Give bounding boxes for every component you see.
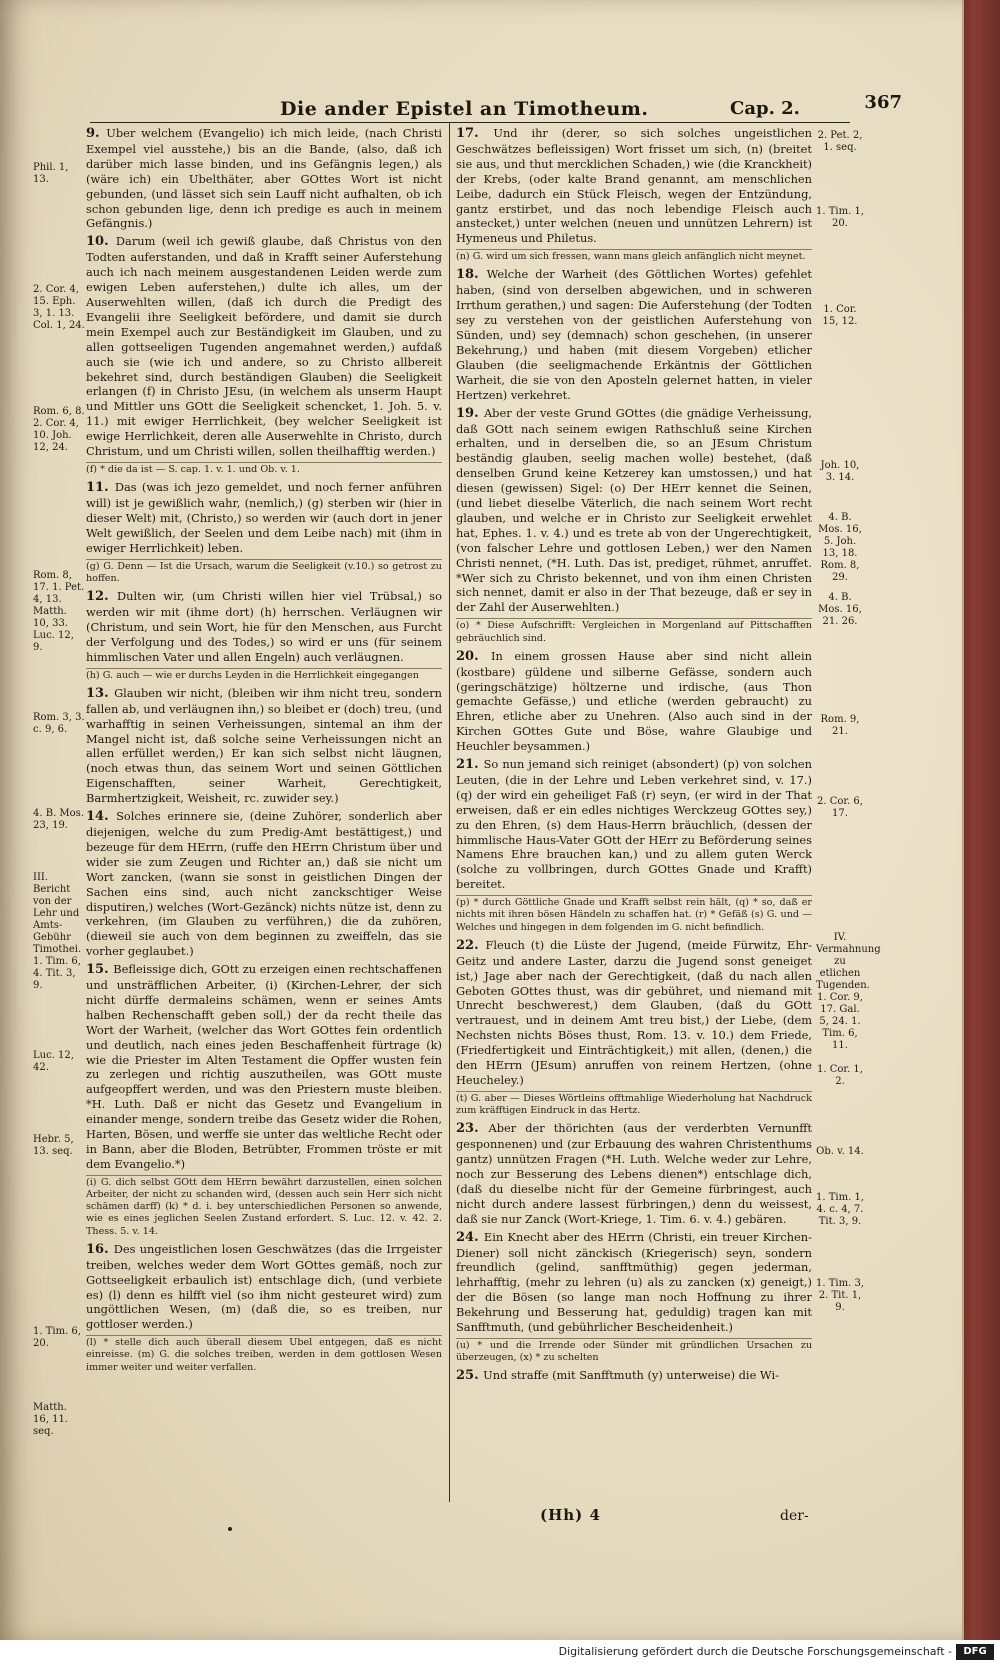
running-title: Die ander Epistel an Timotheum. [280,98,649,120]
verse-13: 13. Glauben wir nicht, (bleiben wir ihm nicht treu, sondern fallen ab, und verläugnen ihn,) so bleibet er (doch) treu, (und warhafftig in seinen Verheissungen, sintemal an ihm der Mangel nicht ist, daß solche seine Verheissungen nicht an allen erfüllet werden,) Er kan sich selbst nicht läugnen, (noch etwas thun, das seinem Wort und seinen Göttlichen Eigenschafften, seiner Warheit, Gerechtigkeit, Barmhertzigkeit, Weisheit, rc. zuwider sey.) [86,685,442,806]
margin-ref: Ob. v. 14. [816,1146,864,1157]
verse-number: 19. [456,405,484,421]
margin-ref: Joh. 10, 3. 14. [820,460,860,483]
verse-number: 25. [456,1368,484,1384]
verse-17: 17. Und ihr (derer, so sich solches ungeistlichen Geschwätzes befleissigen) Wort frisset um sich, (n) (breitet sie aus, und thut mercklichen Schaden,) wie (die Kranckheit) der Krebs, (oder kalte Brand genannt, am menschlichen Leibe, dadurch ein Stück Fleisch, wegen der Entzündung, gantz erstirbet, und das noch lebendige Fleisch auch anstecket,) unter welchen (neuen und unnützen Lehrern) ist Hymeneus und Philetus. [456,126,812,246]
verse-9: 9. Uber welchem (Evangelio) ich mich leide, (nach Christi Exempel viel ausstehe,) bis an die Bande, (also, daß ich darüber mich lasse binden, und ins Gefängnis legen,) als (wäre ich) ein Ubelthäter, aber GOttes Wort ist nicht gebunden, (und lässet sich sein Lauff nicht aufhalten, ob ich schon gebunden lige, denn ich predige es auch in meinem Gefängnis.) [86,126,442,231]
verse-number: 13. [86,685,115,701]
footnote-h: (h) G. auch — wie er durchs Leyden in die Herrlichkeit eingegangen [86,668,442,682]
margin-ref: Hebr. 5, 13. seq. [33,1134,74,1157]
verse-number: 23. [456,1121,489,1137]
footnote-g: (g) G. Denn — Ist die Ursach, warum die Seeligkeit (v.10.) so getrost zu hoffen. [86,560,442,584]
margin-ref: Rom. 6, 8. 2. Cor. 4, 10. Joh. 12, 24. [33,406,85,453]
verse-number: 17. [456,126,494,141]
margin-ref: Rom. 3, 3. c. 9, 6. [33,712,85,735]
verse-number: 9. [86,126,107,141]
footnote-i-k: (i) G. dich selbst GOtt dem HErrn bewährt darzustellen, einen solchen Arbeiter, der nicht zu schanden wird, (dessen auch sein Herr sich nicht schämen darff) (k) * d. i. bey unterschiedlichen Personen so anwende, wie es eines jeglichen Seelen Zustand erfordert. S. Luc. 12. v. 42. 2. Thess. 5. v. 14. [86,1176,442,1237]
right-column [456,126,812,1501]
verse-number: 16. [86,1241,114,1257]
margin-ref: Rom. 8, 17. 1. Pet. 4, 13. Matth. 10, 33. Luc. 12, 9. [33,570,85,653]
verse-number: 18. [456,267,487,283]
verse-20: 20. In einem grossen Hause aber sind nicht allein (kostbare) güldene und silberne Gefässe, sondern auch (geringschätzige) höltzerne und irdische, (aus Thon gemachte Gefässe,) und etliche (werden gebraucht) zu Ehren, etliche aber zu Unehren. (Also auch sind in der Kirchen GOttes Gute und Böse, wahre Glaubige und Heuchler beysammen.) [456,648,812,754]
margin-ref: 2. Cor. 4, 15. Eph. 3, 1. 13. Col. 1, 24. [33,284,85,331]
verse-10: 10. Darum (weil ich gewiß glaube, daß Christus von den Todten auferstanden, und daß in Krafft seiner Auferstehung auch ich nach meinem ausgestandenen Leiden werde zum ewigen Leben auferstehen,) dulte ich alles, um der Auserwehlten willen, (daß ich durch die Predigt des Evangelii ihre Seeligkeit befördere, und damit sie durch mein Exempel auch zur Beständigkeit im Glauben, und zu allen gottseeligen Tugenden angemahnet werden,) aufdaß auch sie (wie ich und andere, so zu Christo allbereit bekehret sind, durch beständigen Glauben) die Seeligkeit erlangen (f) in Christo JEsu, (in welchem als unserm Haupt und Mittler uns GOtt die Seeligkeit schencket, 1. Joh. 5. v. 11.) mit ewiger Herrlichkeit, (bey welcher Seeligkeit ist ewige Herrlichkeit, deren alle Auserwehlte in Christo, durch Christum, und um Christi willen, sollen theilhafftig werden.) [86,234,442,459]
left-column [86,126,442,1501]
dfg-logo-icon: DFG [956,1644,994,1660]
footnote-n: (n) G. wird um sich fressen, wann mans gleich anfänglich nicht meynet. [456,249,812,263]
margin-ref: Rom. 9, 21. [820,714,860,737]
verse-19: 19. Aber der veste Grund GOttes (die gnädige Verheissung, daß GOtt nach seinem ewigen Rathschluß seine Kirchen erhalten, und in derselben die, so an JEsum Christum beständig glauben, seelig machen wolle) bestehet, (daß denselben Grund keine Ketzerey kan umstossen,) und hat diesen (gewissen) Sigel: (o) Der HErr kennet die Seinen, (und liebet dieselbe Väterlich, die nach seinem Wort recht glauben, und welche er in Christo zur Seeligkeit erwehlet hat, Ephes. 1. v. 4.) und es trete ab von der Ungerechtigkeit, (von falscher Lehre und gottlosen Leben,) wer den Namen Christi nennet, (*H. Luth. Das ist, prediget, rühmet, anruffet. *Wer sich zu Christo bekennet, und von ihm einen Christen sich nennet, damit er also in der That bezeuge, daß er sey in der Zahl der Auserwehlten.) [456,405,812,615]
verse-12: 12. Dulten wir, (um Christi willen hier viel Trübsal,) so werden wir mit (ihme dort) (h) herrschen. Verläugnen wir (Christum, und sein Wort, hie für den Menschen, aus Furcht der Verfolgung und des Todes,) so wird er uns (für seinem himmlischen Vater und allen Engeln) auch verläugnen. [86,589,442,664]
footnote-u-x: (u) * und die Irrende oder Sünder mit gründlichen Ursachen zu überzeugen, (x) * zu schelten [456,1339,812,1364]
verse-25: 25. Und straffe (mit Sanfftmuth (y) unterweise) die Wi- [456,1368,779,1384]
ink-spot [228,1527,232,1531]
printer-signature: (Hh) 4 [540,1506,601,1524]
margin-ref: 1. Cor. 1, 2. [817,1064,863,1087]
verse-18: 18. Welche der Warheit (des Göttlichen Wortes) gefehlet haben, (sind von derselben abgewichen, und in schweren Irrthum gerathen,) und sagen: Die Auferstehung (der Todten sey zu verstehen von der geistlichen Auferstehung von Sünden, und) sey (demnach) schon geschehen, (in unserer Bekehrung,) und haben (mit diesem Vorgeben) etlicher Glauben (die seeligmachende Erkäntnis der Göttlichen Warheit, die sie von den Aposteln gelernet hatten, in vieler Hertzen) verkehret. [456,267,812,402]
verse-23: 23. Aber der thörichten (aus der verderbten Vernunfft gesponnenen) und (zur Erbauung des wahren Christenthums gantz) unnützen Fragen (*H. Luth. Welche weder zur Lehre, noch zur Besserung des Lebens dienen*) entschlage dich, (daß du dieselbe nicht für der Gemeine fürbringest, auch nicht durch andere lassest fürbringen,) denn du weissest, daß sie nur Zanck (Wort-Kriege, 1. Tim. 6. v. 4.) gebären. [456,1121,812,1226]
verse-number: 15. [86,962,114,978]
verse-24: 24. Ein Knecht aber des HErrn (Christi, ein treuer Kirchen-Diener) soll nicht zänckisch (Kriegerisch) seyn, sondern freundlich (gelind, sanfftmüthig) gegen jederman, lehrhafftig, (mehr zu lehren (u) als zu zancken (x) geneigt,) der die Bösen (so lange man noch Hoffnung zu ihrer Bekehrung und Besserung hat, geduldig) tragen kan mit Sanfftmuth, (und gebührlicher Bescheidenheit.) [456,1229,812,1335]
verse-15: 15. Befleissige dich, GOtt zu erzeigen einen rechtschaffenen und unsträfflichen Arbeiter, (i) (Kirchen-Lehrer, der sich nicht dürffe dermaleins schämen, wenn er seines Amts halben Rechenschafft geben soll,) der da recht theile das Wort der Warheit, (welcher das Wort GOttes fein ordentlich und deutlich, nach eines jeden Beschaffenheit fürtrage (k) wie die Priester im Alten Testament die Opffer wusten fein zu zerlegen und richtig auszutheilen, was GOtt muste aufgeopffert werden, und was den Priestern muste bleiben. *H. Luth. Daß er nicht das Gesetz und Evangelium in einander menge, sondern treibe das Gesetz wider die Rohen, Harten, Bösen, und werffe sie unter das weltliche Recht oder in Bann, aber die Bloden, Betrübter, Frommen tröste er mit dem Evangelio.*) [86,962,442,1171]
margin-ref: IV. Vermahnung zu etlichen Tugenden. 1. Cor. 9, 17. Gal. 5, 24. 1. Tim. 6, 11. [816,932,881,1051]
margin-ref: 4. B. Mos. 16, 5. Joh. 13, 18. Rom. 8, 29. [818,512,862,583]
verse-16: 16. Des ungeistlichen losen Geschwätzes (das die Irrgeister treiben, welches weder dem Wort GOttes gemäß, noch zur Gottseeligkeit erbaulich ist) entschlage dich, (und verbiete es) (l) denn es hilfft viel (so ihm nicht gesteuret wird) zum ungöttlichen Wesen, (m) (daß die, so es treiben, nur gottloser werden.) [86,1241,442,1332]
catchword: der- [780,1508,809,1524]
margin-ref: 1. Cor. 15, 12. [822,304,858,327]
footnote-f: (f) * die da ist — S. cap. 1. v. 1. und Ob. v. 1. [86,462,442,476]
page-number: 367 [864,92,902,113]
margin-ref: 4. B. Mos. 16, 21. 26. [818,592,862,627]
footnote-t: (t) G. aber — Dieses Wörtleins offtmahlige Wiederholung hat Nachdruck zum kräfftigen Eindruck in das Hertz. [456,1092,812,1117]
verse-number: 12. [86,589,118,605]
verse-number: 24. [456,1229,484,1245]
footnote-o: (o) * Diese Aufschrifft: Vergleichen in Morgenland auf Pittschafften gebräuchlich sind. [456,620,812,644]
column-divider [449,122,450,1502]
digitization-footer [0,1640,1000,1665]
margin-ref: 2. Pet. 2, 1. seq. [817,130,863,153]
running-header [90,92,902,123]
verse-22: 22. Fleuch (t) die Lüste der Jugend, (meide Fürwitz, Ehr-Geitz und andere Laster, darzu die Jugend sonst geneiget ist,) Jage aber nach der Gerechtigkeit, (daß du nach allen Geboten GOttes thust, was dir gebühret, und niemand mit Unrecht beschwerest,) dem Glauben, (daß du GOtt vertrauest, und in deinem Amt treu bist,) der Liebe, (dem Nechsten nichts Böses thust, Rom. 13. v. 10.) dem Friede, (Friedfertigkeit und Einträchtigkeit,) mit allen, (denen,) die den HErrn (JEsum) anruffen von reinem Hertzen, (ohne Heucheley.) [456,937,812,1087]
verse-number: 14. [86,809,117,825]
right-margin [816,126,881,1506]
left-margin [33,126,85,1506]
margin-ref: 1. Tim. 3, 2. Tit. 1, 9. [816,1278,864,1313]
verse-14: 14. Solches erinnere sie, (deine Zuhörer, sonderlich aber diejenigen, welche du zum Predig-Amt bestättigest,) und bezeuge für dem HErrn, (ruffe den HErrn Christum über und wider sie zum Zeugen und Richter an,) daß sie nicht um Wort zancken, (wann sie sonst in geistlichen Dingen der Sachen eins sind, auch nicht zanckschtiger Weise disputiren,) welches (Wort-Gezänck) nichts nütze ist, denn zu verkehren, (im Glauben zu verführen,) die da zuhören, (dieweil sie auch von dem beginnen zu zweiffeln, das sie vorher geglaubet.) [86,809,442,959]
margin-ref: Phil. 1, 13. [33,162,69,185]
margin-ref: 1. Tim. 6, 20. [33,1326,81,1349]
margin-ref: Matth. 16, 11. seq. [33,1402,68,1437]
margin-ref: Luc. 12, 42. [33,1050,74,1073]
verse-number: 10. [86,234,116,250]
verse-number: 11. [86,480,115,496]
margin-ref: 1. Tim. 1, 4. c. 4, 7. Tit. 3, 9. [816,1192,864,1227]
verse-number: 22. [456,937,486,953]
verse-21: 21. So nun jemand sich reiniget (absondert) (p) von solchen Leuten, (die in der Lehre und Leben verkehret sind, v. 17.) (q) der wird ein geheiliget Faß (r) seyn, (er wird in der That erweisen, daß er ein edles nichtiges Werckzeug GOttes sey,) zu den Ehren, (s) dem Haus-Herrn bräuchlich, (dessen der himmlische Haus-Vater GOtt der HErr zu Beförderung seines Namens Ehre brauchen kan,) und zu allem guten Werck (solche zu vollbringen, durch GOttes Gnade und Krafft) bereitet. [456,757,812,892]
margin-ref: 2. Cor. 6, 17. [817,796,863,819]
margin-ref: III. Bericht von der Lehr und Amts-Gebühr Timothei. 1. Tim. 6, 4. Tit. 3, 9. [33,872,82,991]
verse-11: 11. Das (was ich jezo gemeldet, und noch ferner anführen will) ist je gewißlich wahr, (nemlich,) (g) sterben wir (hier in dieser Welt) mit, (Christo,) so werden wir (auch dort in jener Welt gewißlich, der Seelen und dem Leibe nach) mit (ihm in ewiger Herrlichkeit) leben. [86,480,442,555]
chapter-label: Cap. 2. [730,98,800,119]
footnote-l-m: (l) * stelle dich auch überall diesem Ubel entgegen, daß es nicht einreisse. (m) G. die solches treiben, werden in dem gottlosen Wesen immer weiter und weiter verfallen. [86,1337,442,1373]
margin-ref: 1. Tim. 1, 20. [816,206,864,229]
margin-ref: 4. B. Mos. 23, 19. [33,808,84,831]
verse-number: 21. [456,757,484,773]
verse-number: 20. [456,648,492,664]
footer-credit: Digitalisierung gefördert durch die Deutsche Forschungsgemeinschaft - [558,1645,952,1658]
footnote-p-s: (p) * durch Göttliche Gnade und Krafft selbst rein hält, (q) * so, daß er nichts mit ihren bösen Händeln zu schaffen hat. (r) * Gefäß (s) G. und — Welches und hingegen in dem folgenden im G. nicht befindlich. [456,897,812,933]
